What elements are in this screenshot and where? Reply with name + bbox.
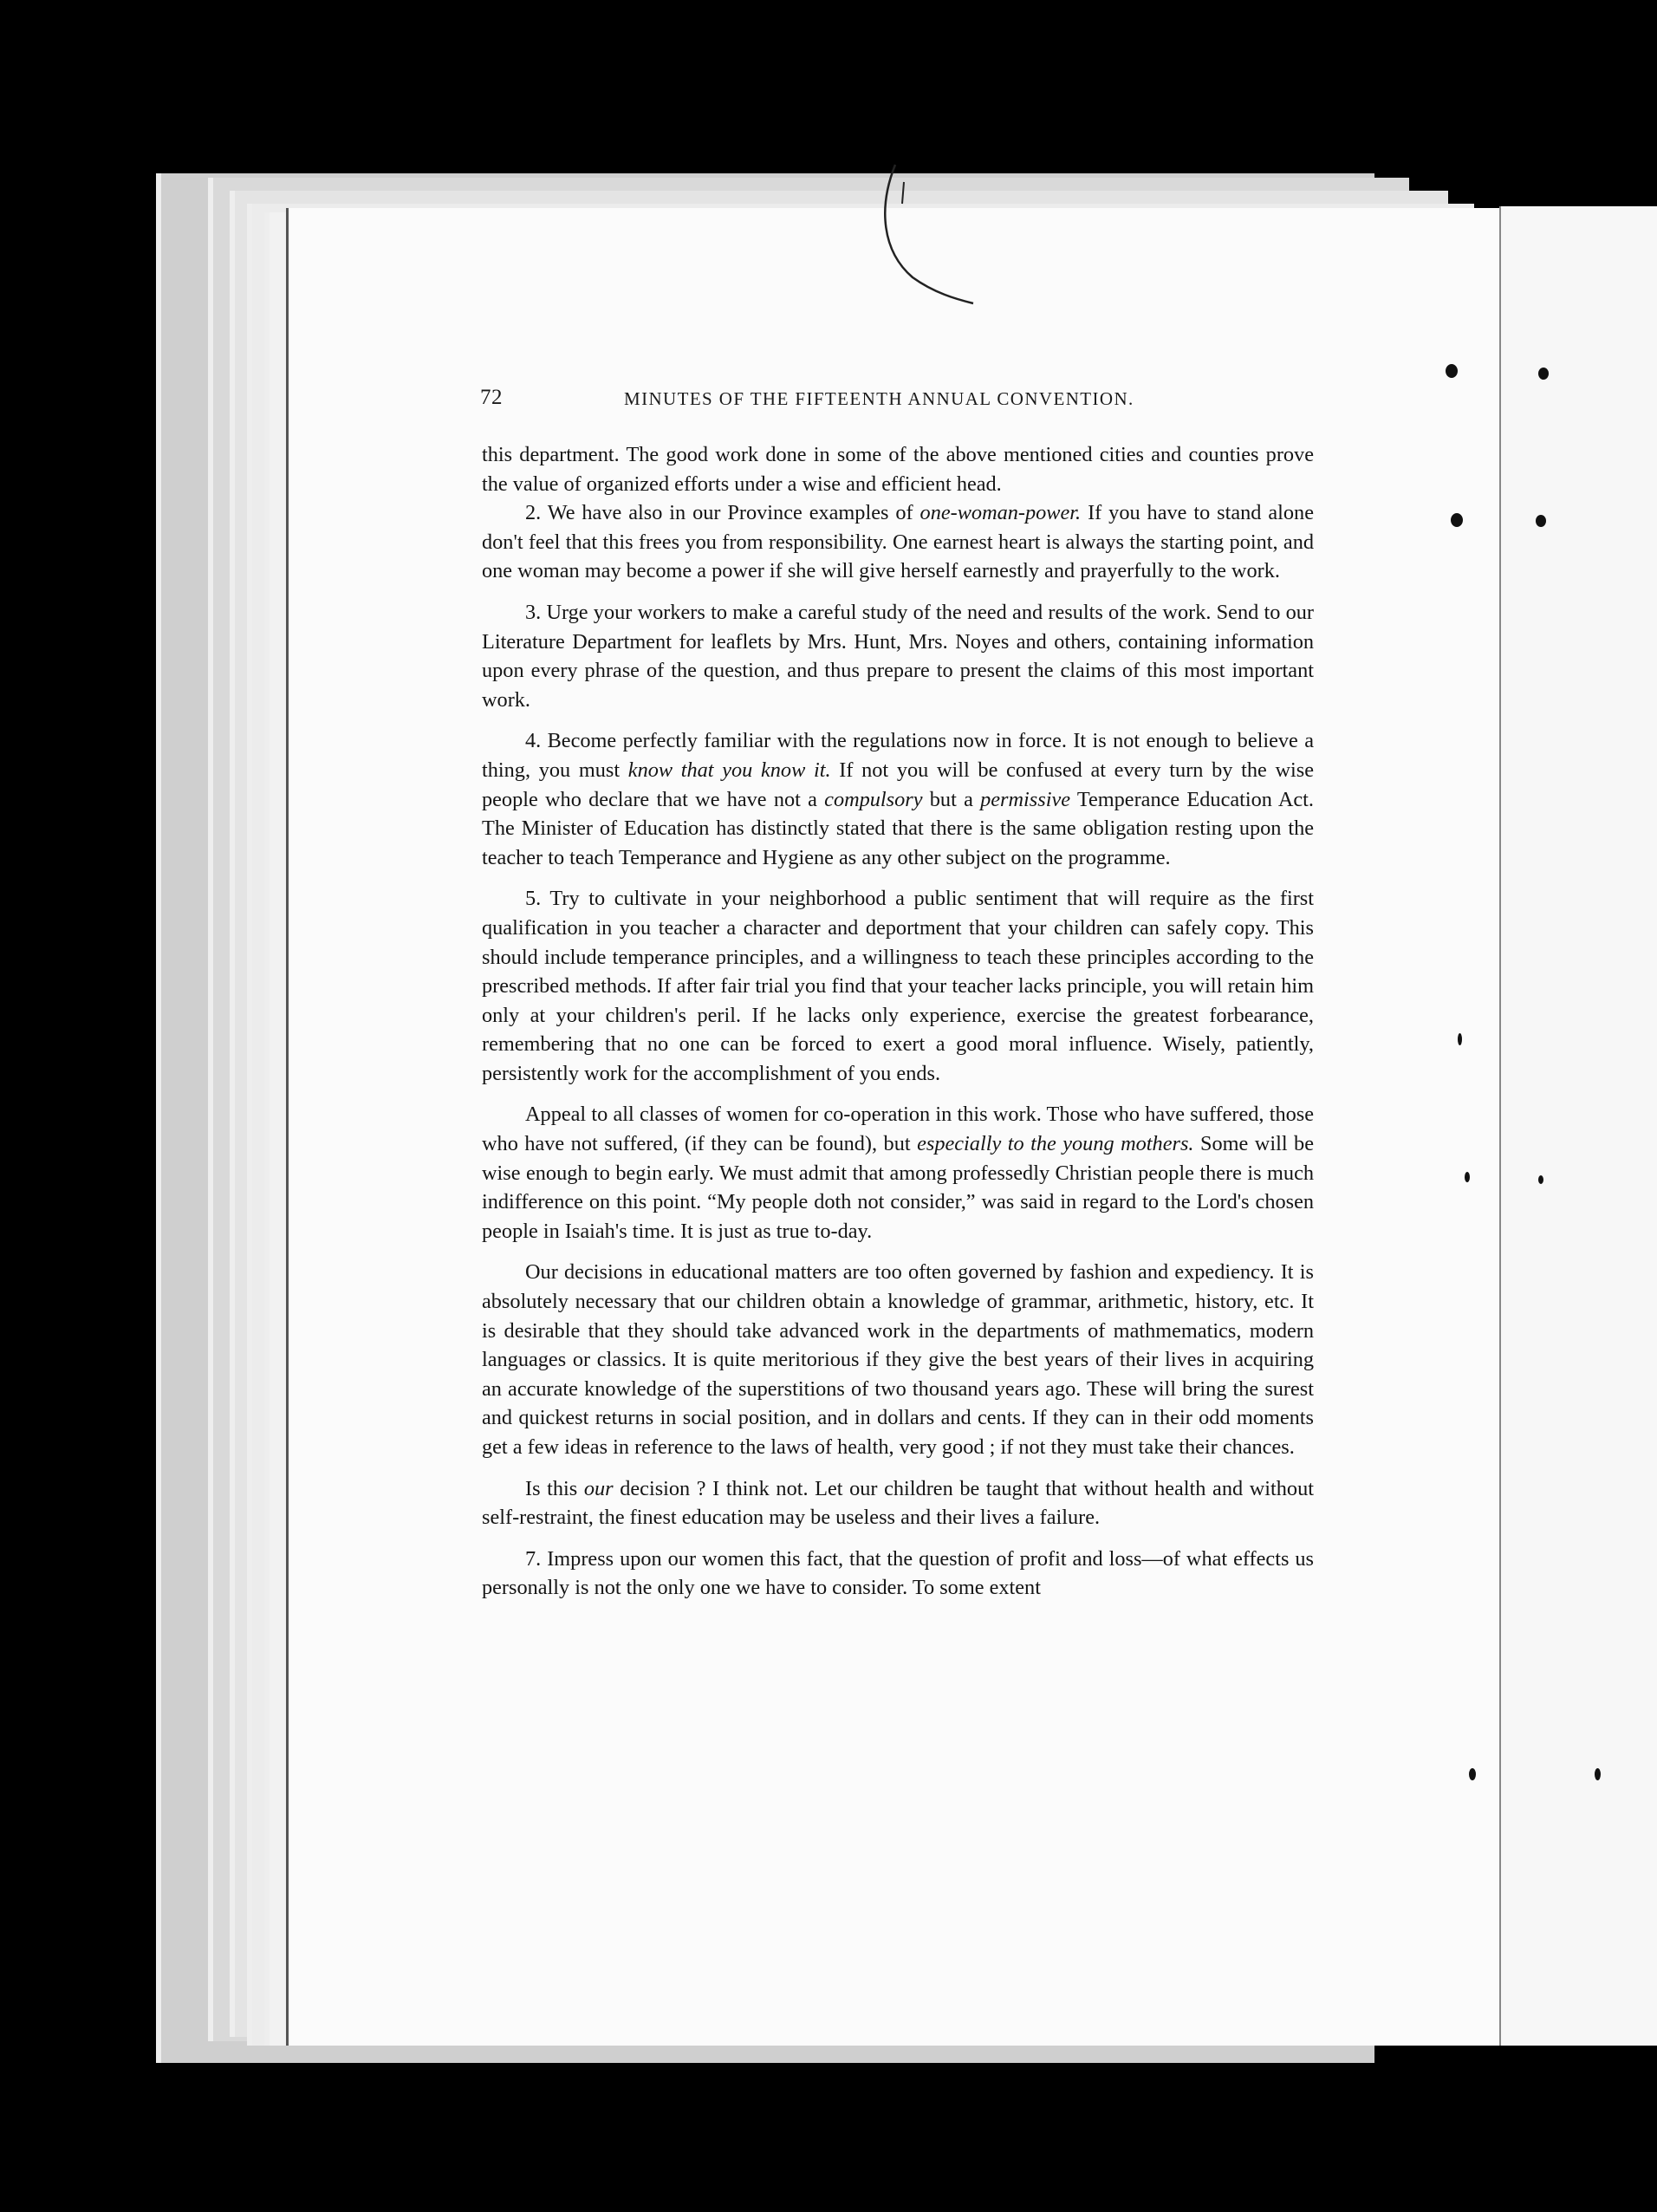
ink-spot	[1446, 364, 1458, 378]
ink-spot	[1451, 513, 1463, 527]
italic-text: especially to the young mothers.	[917, 1132, 1194, 1156]
ink-spot	[1465, 1172, 1470, 1182]
text-run: Our decisions in educational matters are too often governed by fashion and expediency. It is absolutely necessary that our children obtain a knowledge of grammar, arithmetic, history, etc. It is desirable that they should take advanced work in the departments of mathmematics, modern languages or classics. It is quite meritorious if they give the best years of their lives in acquiring an accurate knowledge of the superstitions of two thousand years ago. These will bring the surest and quickest returns in social position, and in dollars and cents. If they can in their odd moments get a few ideas in reference to the laws of health, very good ; if not they must take their chances.	[482, 1260, 1314, 1459]
italic-text: one-woman-power.	[919, 501, 1082, 525]
ink-spot	[1469, 1768, 1476, 1780]
paragraph	[482, 1474, 1314, 1532]
text-run: If not you will be confused at every turn by the wise people who declare that we have not a	[482, 758, 1314, 811]
ink-spot	[1595, 1768, 1601, 1780]
paragraph	[482, 1100, 1314, 1246]
page-header	[480, 386, 1329, 420]
text-run: Is this	[525, 1476, 584, 1500]
text-run: 5. Try to cultivate in your neighborhood a public sentiment that will require as the first qualification in you teacher a character and deportment that your children can safely copy. This should include temperance principles, and a willingness to teach these principles according to the prescribed methods. If after fair trial you find that your teacher lacks principle, you will retain him only at your children's peril. If he lacks only experience, exercise the greatest forbearance, remembering that no one can be forced to exert a good moral influence. Wisely, patiently, persistently work for the accomplishment of you ends.	[482, 887, 1314, 1085]
paragraph	[482, 884, 1314, 1088]
text-run: this department. The good work done in some of the above mentioned cities and counties prove the value of organized efforts under a wise and efficient head.	[482, 443, 1314, 496]
paragraph	[482, 598, 1314, 714]
text-run: Appeal to all classes of women for co-operation in this work. Those who have suffered, those who have not suffered, (if they can be found), but	[482, 1103, 1314, 1156]
italic-text: our	[583, 1476, 614, 1500]
ink-spot	[1536, 515, 1546, 527]
text-run: decision ? I think not. Let our children be taught that without health and without self-restraint, the finest education may be useless and their lives a failure.	[482, 1476, 1314, 1530]
text-run: Some will be wise enough to begin early. We must admit that among professedly Christian people there is much indifference on this point. “My people doth not consider,” was said in regard to the Lord's chosen people in Isaiah's time. It is just as true to-day.	[482, 1132, 1314, 1243]
paragraph	[482, 440, 1314, 498]
paragraph	[482, 726, 1314, 872]
paragraph	[482, 1545, 1314, 1603]
text-run: 3. Urge your workers to make a careful study of the need and results of the work. Send to our Literature Department for leaflets by Mrs. Hunt, Mrs. Noyes and others, containing information upon every phrase of the question, and thus prepare to present the claims of this most important work.	[482, 600, 1314, 712]
italic-text: permissive	[980, 787, 1071, 811]
body-text	[482, 440, 1314, 1603]
text-run: but a	[922, 787, 981, 811]
text-run: 4. Become perfectly familiar with the regulations now in force. It is not enough to believe a thing, you must	[482, 729, 1314, 782]
ink-spot	[1538, 368, 1549, 380]
running-title: MINUTES OF THE FIFTEENTH ANNUAL CONVENTION.	[624, 388, 1134, 409]
text-run: Temperance Education Act. The Minister of Education has distinctly stated that there is the same obligation resting upon the teacher to teach Temperance and Hygiene as any other subject on the programme.	[482, 787, 1314, 869]
text-run: 7. Impress upon our women this fact, that the question of profit and loss—of what effects us personally is not the only one we have to consider. To some extent	[482, 1546, 1314, 1600]
ink-spot	[1538, 1175, 1543, 1184]
facing-page-edge	[1499, 206, 1657, 2046]
paragraph	[482, 498, 1314, 586]
text-run: If you have to stand alone don't feel that this frees you from responsibility. One earnest heart is always the starting point, and one woman may become a power if she will give herself earnestly and prayerfully to the work.	[482, 501, 1314, 583]
text-run: 2. We have also in our Province examples of	[525, 501, 920, 525]
italic-text: know that you know it.	[627, 758, 831, 782]
pencil-mark	[774, 156, 982, 312]
ink-spot	[1458, 1033, 1462, 1045]
italic-text: compulsory	[824, 787, 923, 811]
paragraph	[482, 1258, 1314, 1461]
page-number: 72	[480, 386, 503, 409]
